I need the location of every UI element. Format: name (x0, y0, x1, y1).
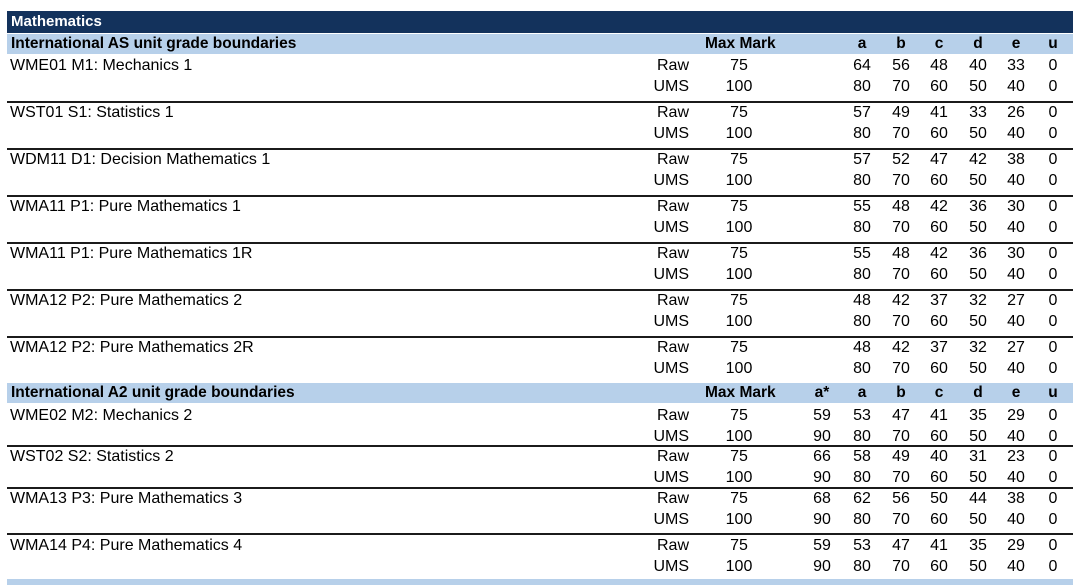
raw-boundary-value: 36 (969, 198, 987, 215)
unit-name: WST01 S1: Statistics 1 (10, 104, 174, 121)
unit-row (7, 447, 1073, 488)
ums-boundary-value: 60 (930, 427, 948, 445)
raw-boundary-value: 47 (930, 151, 948, 168)
ums-boundary-value: 80 (853, 427, 871, 445)
raw-boundary-value: 31 (969, 448, 987, 465)
raw-boundary-value: 0 (1048, 537, 1058, 554)
unit-row (7, 56, 1073, 97)
raw-label: Raw (656, 245, 689, 262)
unit-row (7, 291, 1073, 332)
raw-label: Raw (656, 57, 689, 74)
ums-label: UMS (653, 265, 689, 283)
raw-boundary-value: 48 (892, 198, 910, 215)
raw-max-mark: 75 (730, 490, 748, 507)
raw-boundary-value: 35 (969, 407, 987, 424)
raw-boundary-value: 0 (1048, 292, 1058, 309)
row-divider (7, 533, 1073, 535)
section-heading: International A2 unit grade boundaries (11, 384, 295, 401)
ums-boundary-value: 50 (969, 171, 987, 189)
grade-column-header: d (973, 384, 983, 401)
raw-boundary-value: 57 (853, 151, 871, 168)
row-divider (7, 336, 1073, 338)
raw-boundary-value: 29 (1007, 537, 1025, 554)
ums-boundary-value: 40 (1007, 427, 1025, 445)
raw-label: Raw (656, 151, 689, 168)
unit-name: WME02 M2: Mechanics 2 (10, 407, 193, 424)
ums-label: UMS (653, 124, 689, 142)
raw-boundary-value: 41 (930, 407, 948, 424)
ums-boundary-value: 80 (853, 77, 871, 95)
raw-boundary-value: 37 (930, 339, 948, 356)
ums-label: UMS (653, 77, 689, 95)
raw-boundary-value: 38 (1007, 151, 1025, 168)
raw-label: Raw (656, 537, 689, 554)
raw-boundary-value: 42 (892, 339, 910, 356)
row-divider (7, 101, 1073, 103)
raw-boundary-value: 42 (930, 198, 948, 215)
raw-boundary-value: 29 (1007, 407, 1025, 424)
raw-boundary-value: 23 (1007, 448, 1025, 465)
unit-row (7, 103, 1073, 144)
ums-boundary-value: 60 (930, 312, 948, 330)
raw-label: Raw (656, 339, 689, 356)
ums-boundary-value: 70 (892, 510, 910, 528)
ums-boundary-value: 50 (969, 468, 987, 486)
raw-label: Raw (656, 490, 689, 507)
ums-boundary-value: 60 (930, 557, 948, 575)
ums-boundary-value: 40 (1007, 77, 1025, 95)
row-divider (7, 445, 1073, 447)
raw-max-mark: 75 (730, 245, 748, 262)
ums-boundary-value: 50 (969, 510, 987, 528)
raw-boundary-value: 68 (813, 490, 831, 507)
raw-boundary-value: 66 (813, 448, 831, 465)
raw-boundary-value: 56 (892, 490, 910, 507)
raw-boundary-value: 48 (930, 57, 948, 74)
ums-max-mark: 100 (725, 124, 753, 142)
ums-boundary-value: 60 (930, 359, 948, 377)
ums-boundary-value: 60 (930, 171, 948, 189)
raw-boundary-value: 26 (1007, 104, 1025, 121)
ums-boundary-value: 80 (853, 510, 871, 528)
ums-label: UMS (653, 312, 689, 330)
ums-boundary-value: 0 (1048, 510, 1058, 528)
ums-boundary-value: 80 (853, 312, 871, 330)
section-header (7, 34, 1073, 54)
max-mark-header: Max Mark (705, 384, 776, 401)
ums-boundary-value: 40 (1007, 124, 1025, 142)
ums-boundary-value: 80 (853, 171, 871, 189)
raw-boundary-value: 0 (1048, 339, 1058, 356)
raw-max-mark: 75 (730, 57, 748, 74)
ums-boundary-value: 40 (1007, 218, 1025, 236)
raw-boundary-value: 32 (969, 339, 987, 356)
grade-column-header: a (857, 384, 867, 401)
raw-boundary-value: 37 (930, 292, 948, 309)
raw-boundary-value: 48 (853, 339, 871, 356)
raw-boundary-value: 48 (892, 245, 910, 262)
raw-boundary-value: 62 (853, 490, 871, 507)
grade-column-header: u (1048, 384, 1058, 401)
raw-boundary-value: 44 (969, 490, 987, 507)
ums-boundary-value: 60 (930, 265, 948, 283)
raw-boundary-value: 0 (1048, 407, 1058, 424)
raw-max-mark: 75 (730, 448, 748, 465)
raw-boundary-value: 50 (930, 490, 948, 507)
raw-max-mark: 75 (730, 407, 748, 424)
ums-max-mark: 100 (725, 557, 753, 575)
row-divider (7, 148, 1073, 150)
raw-boundary-value: 27 (1007, 339, 1025, 356)
ums-boundary-value: 50 (969, 359, 987, 377)
ums-boundary-value: 0 (1048, 171, 1058, 189)
page-title: Mathematics (7, 11, 1073, 33)
raw-boundary-value: 27 (1007, 292, 1025, 309)
ums-boundary-value: 40 (1007, 312, 1025, 330)
raw-boundary-value: 0 (1048, 245, 1058, 262)
unit-name: WMA13 P3: Pure Mathematics 3 (10, 490, 243, 507)
raw-boundary-value: 53 (853, 407, 871, 424)
raw-label: Raw (656, 198, 689, 215)
unit-name: WMA14 P4: Pure Mathematics 4 (10, 537, 243, 554)
raw-boundary-value: 0 (1048, 448, 1058, 465)
ums-max-mark: 100 (725, 77, 753, 95)
grade-column-header: e (1011, 35, 1021, 52)
ums-boundary-value: 80 (853, 124, 871, 142)
unit-row (7, 150, 1073, 191)
ums-boundary-value: 50 (969, 265, 987, 283)
ums-max-mark: 100 (725, 312, 753, 330)
ums-boundary-value: 90 (813, 468, 831, 486)
grade-column-header: u (1048, 35, 1058, 52)
raw-max-mark: 75 (730, 537, 748, 554)
raw-boundary-value: 55 (853, 198, 871, 215)
ums-max-mark: 100 (725, 427, 753, 445)
ums-boundary-value: 50 (969, 312, 987, 330)
ums-boundary-value: 40 (1007, 265, 1025, 283)
ums-label: UMS (653, 427, 689, 445)
raw-boundary-value: 40 (969, 57, 987, 74)
raw-boundary-value: 56 (892, 57, 910, 74)
ums-max-mark: 100 (725, 510, 753, 528)
raw-boundary-value: 32 (969, 292, 987, 309)
ums-boundary-value: 60 (930, 77, 948, 95)
raw-boundary-value: 41 (930, 537, 948, 554)
ums-boundary-value: 0 (1048, 218, 1058, 236)
row-divider (7, 289, 1073, 291)
grade-column-header: e (1011, 384, 1021, 401)
ums-label: UMS (653, 557, 689, 575)
ums-boundary-value: 40 (1007, 510, 1025, 528)
unit-row (7, 197, 1073, 238)
grade-column-header: a (857, 35, 867, 52)
ums-boundary-value: 0 (1048, 359, 1058, 377)
ums-boundary-value: 70 (892, 312, 910, 330)
ums-boundary-value: 40 (1007, 468, 1025, 486)
raw-max-mark: 75 (730, 339, 748, 356)
raw-boundary-value: 47 (892, 407, 910, 424)
ums-max-mark: 100 (725, 218, 753, 236)
unit-name: WMA11 P1: Pure Mathematics 1 (10, 198, 241, 215)
ums-boundary-value: 90 (813, 510, 831, 528)
raw-boundary-value: 57 (853, 104, 871, 121)
raw-boundary-value: 0 (1048, 104, 1058, 121)
ums-boundary-value: 80 (853, 468, 871, 486)
raw-boundary-value: 0 (1048, 57, 1058, 74)
ums-boundary-value: 50 (969, 77, 987, 95)
raw-boundary-value: 40 (930, 448, 948, 465)
grade-column-header: b (896, 384, 906, 401)
raw-boundary-value: 58 (853, 448, 871, 465)
ums-boundary-value: 70 (892, 468, 910, 486)
ums-boundary-value: 80 (853, 359, 871, 377)
ums-boundary-value: 0 (1048, 427, 1058, 445)
next-section-header-edge (7, 579, 1073, 585)
grade-column-header: a* (814, 384, 830, 401)
raw-boundary-value: 47 (892, 537, 910, 554)
ums-boundary-value: 60 (930, 510, 948, 528)
raw-boundary-value: 0 (1048, 151, 1058, 168)
raw-boundary-value: 52 (892, 151, 910, 168)
unit-row (7, 244, 1073, 285)
ums-boundary-value: 70 (892, 124, 910, 142)
ums-boundary-value: 0 (1048, 557, 1058, 575)
ums-boundary-value: 90 (813, 427, 831, 445)
unit-row (7, 406, 1073, 447)
grade-column-header: d (973, 35, 983, 52)
unit-name: WST02 S2: Statistics 2 (10, 448, 174, 465)
raw-boundary-value: 49 (892, 104, 910, 121)
unit-name: WDM11 D1: Decision Mathematics 1 (10, 151, 271, 168)
raw-boundary-value: 38 (1007, 490, 1025, 507)
raw-boundary-value: 59 (813, 407, 831, 424)
ums-label: UMS (653, 171, 689, 189)
raw-max-mark: 75 (730, 104, 748, 121)
max-mark-header: Max Mark (705, 35, 776, 52)
raw-boundary-value: 0 (1048, 490, 1058, 507)
ums-max-mark: 100 (725, 265, 753, 283)
ums-boundary-value: 80 (853, 218, 871, 236)
ums-label: UMS (653, 468, 689, 486)
row-divider (7, 242, 1073, 244)
grade-column-header: b (896, 35, 906, 52)
raw-boundary-value: 48 (853, 292, 871, 309)
ums-boundary-value: 70 (892, 265, 910, 283)
raw-boundary-value: 35 (969, 537, 987, 554)
raw-boundary-value: 64 (853, 57, 871, 74)
raw-boundary-value: 33 (969, 104, 987, 121)
raw-max-mark: 75 (730, 292, 748, 309)
ums-label: UMS (653, 218, 689, 236)
grade-column-header: c (934, 35, 944, 52)
ums-boundary-value: 60 (930, 124, 948, 142)
ums-boundary-value: 0 (1048, 468, 1058, 486)
ums-boundary-value: 60 (930, 468, 948, 486)
raw-max-mark: 75 (730, 198, 748, 215)
raw-max-mark: 75 (730, 151, 748, 168)
unit-name: WMA11 P1: Pure Mathematics 1R (10, 245, 253, 262)
ums-boundary-value: 40 (1007, 171, 1025, 189)
raw-boundary-value: 33 (1007, 57, 1025, 74)
raw-boundary-value: 42 (969, 151, 987, 168)
section-heading: International AS unit grade boundaries (11, 35, 297, 52)
ums-label: UMS (653, 359, 689, 377)
ums-boundary-value: 50 (969, 557, 987, 575)
raw-label: Raw (656, 448, 689, 465)
raw-boundary-value: 36 (969, 245, 987, 262)
ums-max-mark: 100 (725, 468, 753, 486)
ums-boundary-value: 70 (892, 557, 910, 575)
unit-row (7, 536, 1073, 577)
ums-max-mark: 100 (725, 171, 753, 189)
raw-label: Raw (656, 292, 689, 309)
row-divider (7, 195, 1073, 197)
ums-boundary-value: 80 (853, 557, 871, 575)
ums-boundary-value: 0 (1048, 265, 1058, 283)
ums-boundary-value: 50 (969, 124, 987, 142)
raw-boundary-value: 59 (813, 537, 831, 554)
grade-column-header: c (934, 384, 944, 401)
row-divider (7, 487, 1073, 489)
raw-boundary-value: 42 (930, 245, 948, 262)
ums-boundary-value: 0 (1048, 124, 1058, 142)
raw-boundary-value: 30 (1007, 245, 1025, 262)
ums-boundary-value: 0 (1048, 312, 1058, 330)
ums-max-mark: 100 (725, 359, 753, 377)
ums-boundary-value: 70 (892, 77, 910, 95)
unit-name: WME01 M1: Mechanics 1 (10, 57, 193, 74)
section-header (7, 383, 1073, 403)
ums-boundary-value: 50 (969, 218, 987, 236)
raw-boundary-value: 41 (930, 104, 948, 121)
ums-boundary-value: 70 (892, 218, 910, 236)
ums-boundary-value: 60 (930, 218, 948, 236)
unit-name: WMA12 P2: Pure Mathematics 2 (10, 292, 243, 309)
ums-boundary-value: 50 (969, 427, 987, 445)
ums-boundary-value: 90 (813, 557, 831, 575)
unit-name: WMA12 P2: Pure Mathematics 2R (10, 339, 254, 356)
raw-boundary-value: 0 (1048, 198, 1058, 215)
raw-label: Raw (656, 104, 689, 121)
raw-boundary-value: 53 (853, 537, 871, 554)
raw-boundary-value: 42 (892, 292, 910, 309)
raw-boundary-value: 55 (853, 245, 871, 262)
ums-boundary-value: 70 (892, 359, 910, 377)
ums-boundary-value: 40 (1007, 359, 1025, 377)
ums-boundary-value: 80 (853, 265, 871, 283)
unit-row (7, 338, 1073, 379)
raw-label: Raw (656, 407, 689, 424)
ums-boundary-value: 0 (1048, 77, 1058, 95)
raw-boundary-value: 30 (1007, 198, 1025, 215)
ums-boundary-value: 70 (892, 171, 910, 189)
ums-boundary-value: 70 (892, 427, 910, 445)
raw-boundary-value: 49 (892, 448, 910, 465)
ums-label: UMS (653, 510, 689, 528)
ums-boundary-value: 40 (1007, 557, 1025, 575)
unit-row (7, 489, 1073, 530)
